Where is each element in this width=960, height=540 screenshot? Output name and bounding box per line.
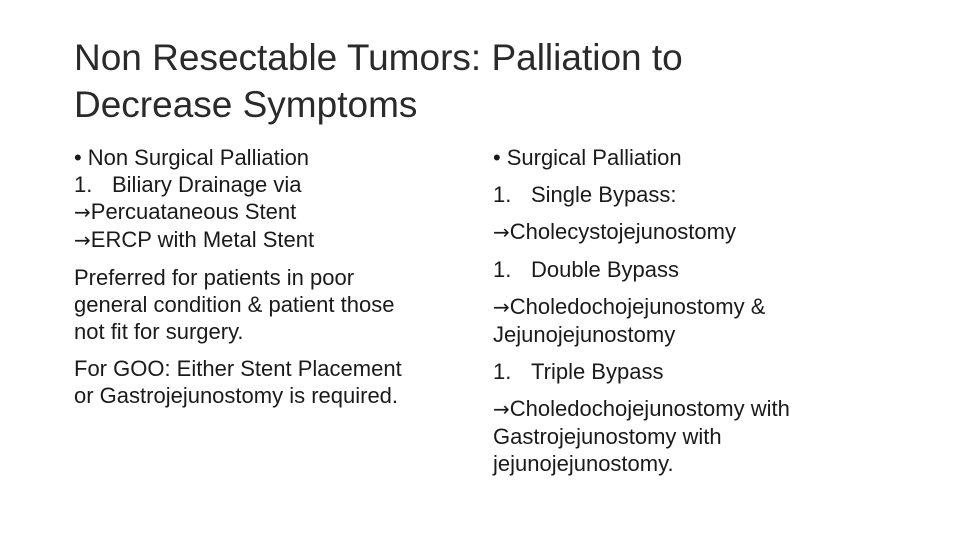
left-heading (74, 144, 474, 171)
title-line-2: Decrease Symptoms (74, 84, 418, 125)
left-option-1 (74, 198, 474, 226)
option-text: Choledochojejunostomy & (509, 294, 766, 319)
title-line-1: Non Resectable Tumors: Palliation to (74, 37, 683, 78)
right-heading-text: Surgical Palliation (506, 145, 682, 170)
left-note-line-1: Preferred for patients in poor (74, 265, 355, 290)
left-goo-line-1: For GOO: Either Stent Placement (74, 356, 402, 381)
left-column-non-surgical (74, 144, 474, 409)
right-item-2-option-line-1 (493, 293, 933, 321)
item-text: Triple Bypass (531, 359, 664, 384)
right-column-surgical (493, 144, 933, 477)
left-item-1 (74, 171, 474, 198)
item-number: 1. (493, 182, 512, 207)
arrow-right-icon: → (493, 397, 510, 421)
right-item-2 (493, 256, 933, 283)
left-note-line-3: not fit for surgery. (74, 319, 244, 344)
right-heading (493, 144, 933, 171)
item-text: Single Bypass: (531, 182, 677, 207)
right-item-3 (493, 358, 933, 385)
item-number: 1. (493, 257, 512, 282)
option-text: Choledochojejunostomy with (509, 396, 790, 421)
bullet-icon: • (74, 145, 82, 170)
arrow-right-icon: → (493, 295, 510, 319)
option-text: ERCP with Metal Stent (90, 227, 315, 252)
bullet-icon: • (493, 145, 501, 170)
left-goo-line-2: or Gastrojejunostomy is required. (74, 383, 399, 408)
item-number: 1. (74, 172, 93, 197)
arrow-right-icon: → (74, 200, 91, 224)
right-item-1 (493, 181, 933, 208)
option-text: Percuataneous Stent (90, 199, 297, 224)
slide-title (74, 34, 894, 128)
right-item-3-option-line-1 (493, 395, 933, 423)
left-option-2 (74, 226, 474, 254)
item-text: Double Bypass (531, 257, 679, 282)
left-note-line-2: general condition & patient those (74, 292, 395, 317)
item-number: 1. (493, 359, 512, 384)
right-item-2-option-line-2: Jejunojejunostomy (493, 322, 676, 347)
left-heading-text: Non Surgical Palliation (87, 145, 310, 170)
arrow-right-icon: → (74, 228, 91, 252)
arrow-right-icon: → (493, 220, 510, 244)
option-text: Cholecystojejunostomy (509, 219, 736, 244)
item-text: Biliary Drainage via (112, 172, 302, 197)
right-item-3-option-line-2: Gastrojejunostomy with (493, 424, 722, 449)
right-item-1-option (493, 218, 933, 246)
right-item-3-option-line-3: jejunojejunostomy. (493, 451, 674, 476)
